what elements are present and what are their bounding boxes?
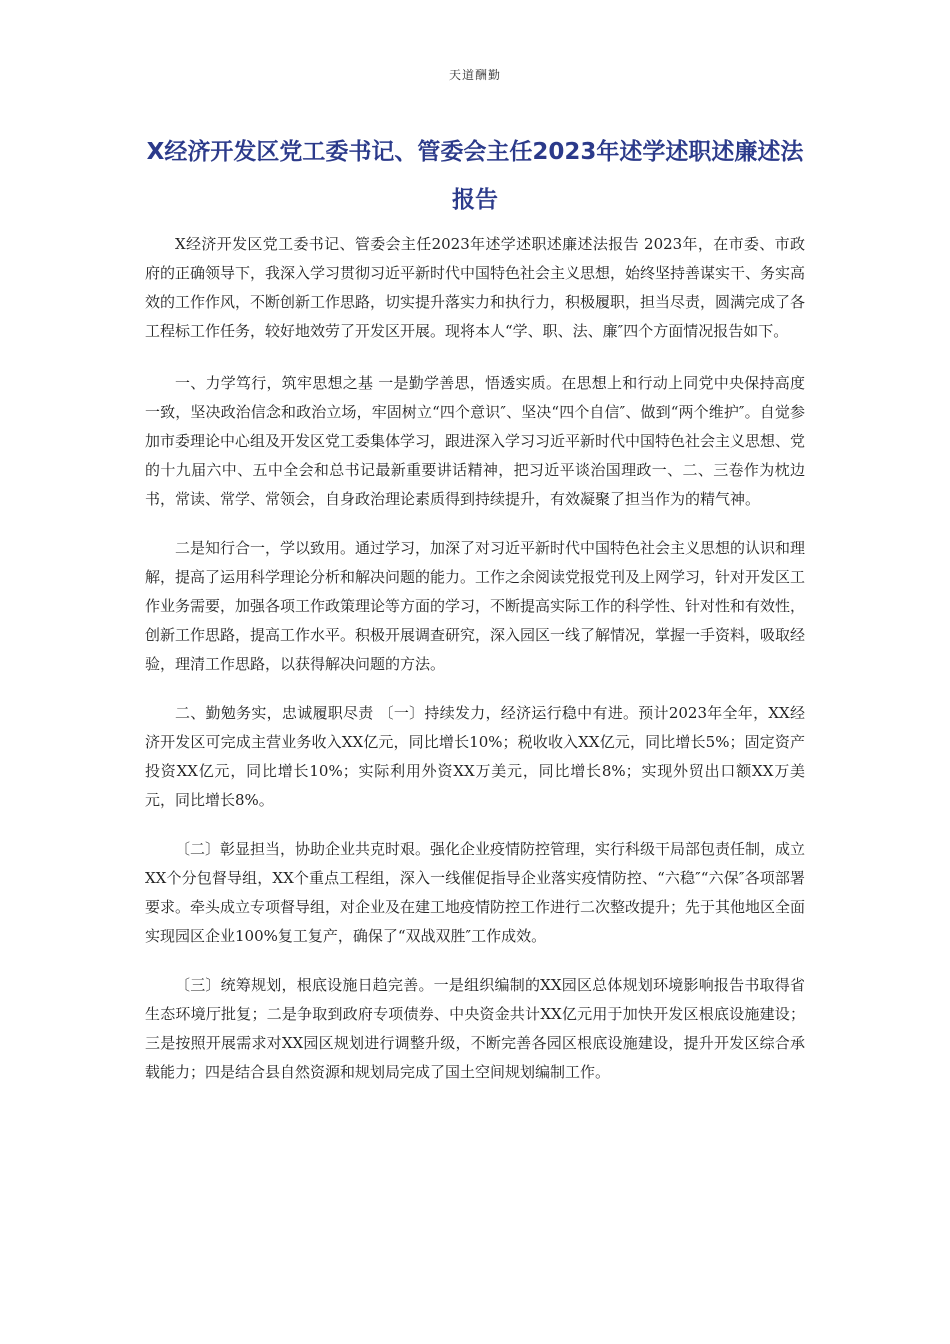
- paragraph-duty-1: 二、勤勉务实，忠诚履职尽责 〔一〕持续发力，经济运行稳中有进。预计2023年全年，XX经济开发区可完成主营业务收入XX亿元，同比增长10%；税收收入XX亿元，同比增长5%；固定资产投资XX亿元，同比增长10%；实际利用外资XX万美元，同比增长8%；实现外贸出口额XX万美元，同比增长8%。: [145, 704, 805, 809]
- page-header: 天道酬勤: [448, 68, 501, 82]
- document-title: X经济开发区党工委书记、管委会主任2023年述学述职述廉述法报告: [146, 139, 804, 213]
- document-body: [145, 230, 805, 1107]
- paragraph-study-1: 一、力学笃行，筑牢思想之基 一是勤学善思，悟透实质。在思想上和行动上同党中央保持高度一致，坚决政治信念和政治立场，牢固树立“四个意识″、坚决“四个自信″、做到“两个维护″。自觉参加市委理论中心组及开发区党工委集体学习，跟进深入学习习近平新时代中国特色社会主义思想、党的十九届六中、五中全会和总书记最新重要讲话精神，把习近平谈治国理政一、二、三卷作为枕边书，常读、常学、常领会，自身政治理论素质得到持续提升，有效凝聚了担当作为的精气神。: [145, 374, 806, 508]
- paragraph-duty-3: 〔三〕统筹规划，根底设施日趋完善。一是组织编制的XX园区总体规划环境影响报告书取得省生态环境厅批复；二是争取到政府专项债券、中央资金共计XX亿元用于加快开发区根底设施建设；三是按照开展需求对XX园区规划进行调整升级，不断完善各园区根底设施建设，提升开发区综合承载能力；四是结合县自然资源和规划局完成了国土空间规划编制工作。: [145, 976, 805, 1081]
- paragraph-study-2: 二是知行合一，学以致用。通过学习，加深了对习近平新时代中国特色社会主义思想的认识和理解，提高了运用科学理论分析和解决问题的能力。工作之余阅读党报党刊及上网学习，针对开发区工作业务需要，加强各项工作政策理论等方面的学习，不断提高实际工作的科学性、针对性和有效性，创新工作思路，提高工作水平。积极开展调查研究，深入园区一线了解情况，掌握一手资料，吸取经验，理清工作思路，以获得解决问题的方法。: [145, 539, 806, 673]
- paragraph-intro: X经济开发区党工委书记、管委会主任2023年述学述职述廉述法报告 2023年，在市委、市政府的正确领导下，我深入学习贯彻习近平新时代中国特色社会主义思想，始终坚持善谋实干、务实高效的工作作风，不断创新工作思路，切实提升落实力和执行力，积极履职，担当尽责，圆满完成了各工程标工作任务，较好地效劳了开发区开展。现将本人“学、职、法、廉″四个方面情况报告如下。: [145, 235, 806, 340]
- paragraph-duty-2: 〔二〕彰显担当，协助企业共克时艰。强化企业疫情防控管理，实行科级干局部包责任制，成立XX个分包督导组，XX个重点工程组，深入一线催促指导企业落实疫情防控、“六稳″“六保″各项部署要求。牵头成立专项督导组，对企业及在建工地疫情防控工作进行二次整改提升；先于其他地区全面实现园区企业100%复工复产，确保了“双战双胜″工作成效。: [145, 840, 806, 945]
